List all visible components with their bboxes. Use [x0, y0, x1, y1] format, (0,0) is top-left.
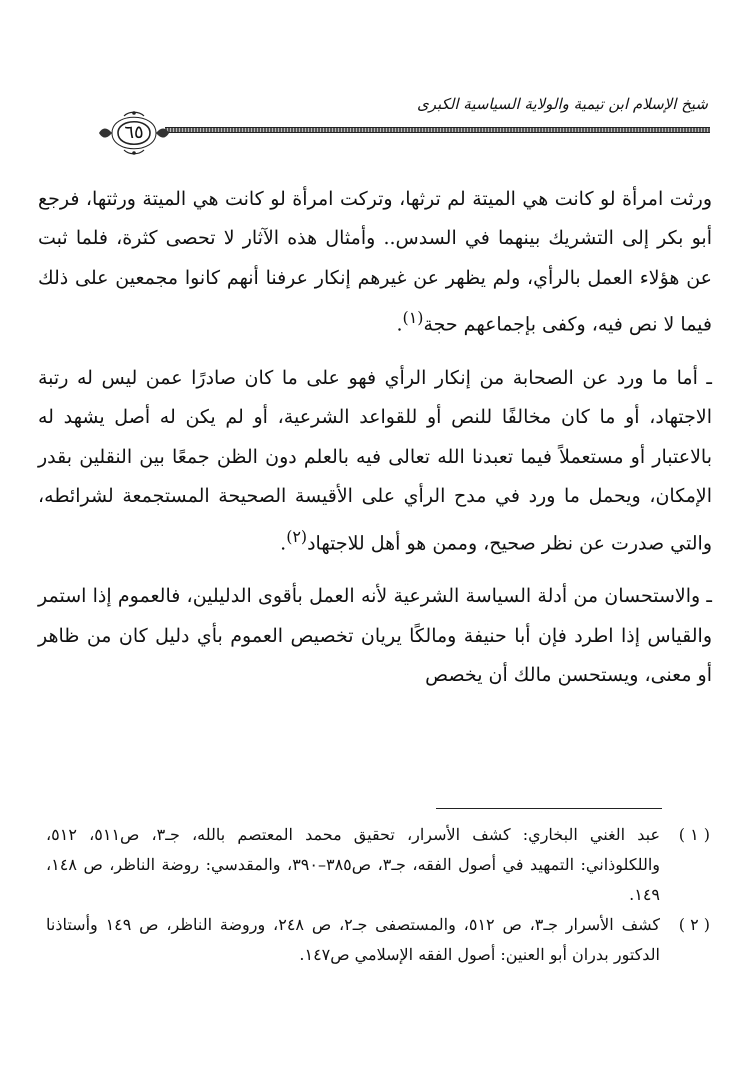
footnote-1-mark: ( ١ ) — [678, 825, 710, 844]
footnote-ref-1: (١) — [402, 308, 424, 328]
opening-paragraph-end: . — [396, 313, 403, 336]
footnote-ref-2: (٢) — [286, 526, 308, 546]
opening-paragraph-text: ورثت امرأة لو كانت هي الميتة لم ترثها، وتركت امرأة لو كانت هي الميتة ورثتها، فرجع أبو بكر إلى التشريك بينهما في السدس.. وأمثال هذه الآثار لا تحصى كثرة، فلما ثبت عن هؤلاء العمل بالرأي، ولم يظهر عن غيرهم إنكار عرفنا أنهم كانوا مجمعين على ذلك فيما لا نص فيه، وكفى بإجماعهم حجة — [38, 188, 712, 336]
footnote-2 — [46, 910, 710, 970]
footnote-separator — [436, 808, 662, 809]
header-rule — [165, 127, 710, 133]
running-title: شيخ الإسلام ابن تيمية والولاية السياسية الكبرى — [416, 95, 708, 113]
footnote-1 — [46, 820, 710, 910]
list-item-1-end: . — [280, 531, 287, 554]
list-item-1 — [38, 359, 712, 563]
footnote-1-text: عبد الغني البخاري: كشف الأسرار، تحقيق محمد المعتصم بالله، جـ٣، ص٥١١، ٥١٢، واللكلوذاني: التمهيد في أصول الفقه، جـ٣، ص٣٨٥–٣٩٠، والمقدسي: روضة الناظر، ص ١٤٨، ١٤٩. — [46, 825, 661, 904]
list-item-2-text: ـ والاستحسان من أدلة السياسة الشرعية لأنه العمل بأقوى الدليلين، فالعموم إذا استمر والقياس إذا اطرد فإن أبا حنيفة ومالكًا يريان تخصيص العموم بأي دليل كان من ظاهر أو معنى، ويستحسن مالك أن يخصص — [38, 585, 712, 687]
list-item-2 — [38, 577, 712, 695]
footnote-2-mark: ( ٢ ) — [678, 915, 710, 934]
list-item-1-text: ـ أما ما ورد عن الصحابة من إنكار الرأي فهو على ما كان صادرًا عمن ليس له رتبة الاجتهاد، أو ما كان مخالفًا للنص أو للقواعد الشرعية، أو لم يكن له أصل يشهد له بالاعتبار أو مستعملاً فيما تعبدنا الله تعالى فيه بالعلم دون الظن جمعًا بين النقلين بقدر الإمكان، ويحمل ما ورد في مدح الرأي على الأقيسة الصحيحة المستجمعة لشرائطه، والتي صدرت عن نظر صحيح، وممن هو أهل للاجتهاد — [38, 366, 712, 554]
opening-paragraph — [38, 180, 712, 345]
footnote-2-text: كشف الأسرار جـ٣، ص ٥١٢، والمستصفى جـ٢، ص ٢٤٨، وروضة الناظر، ص ١٤٩ وأستاذنا الدكتور بدران أبو العنين: أصول الفقه الإسلامي ص١٤٧. — [46, 915, 661, 964]
page-number: ٦٥ — [124, 122, 144, 143]
footnotes — [46, 820, 710, 970]
main-text — [38, 180, 712, 696]
